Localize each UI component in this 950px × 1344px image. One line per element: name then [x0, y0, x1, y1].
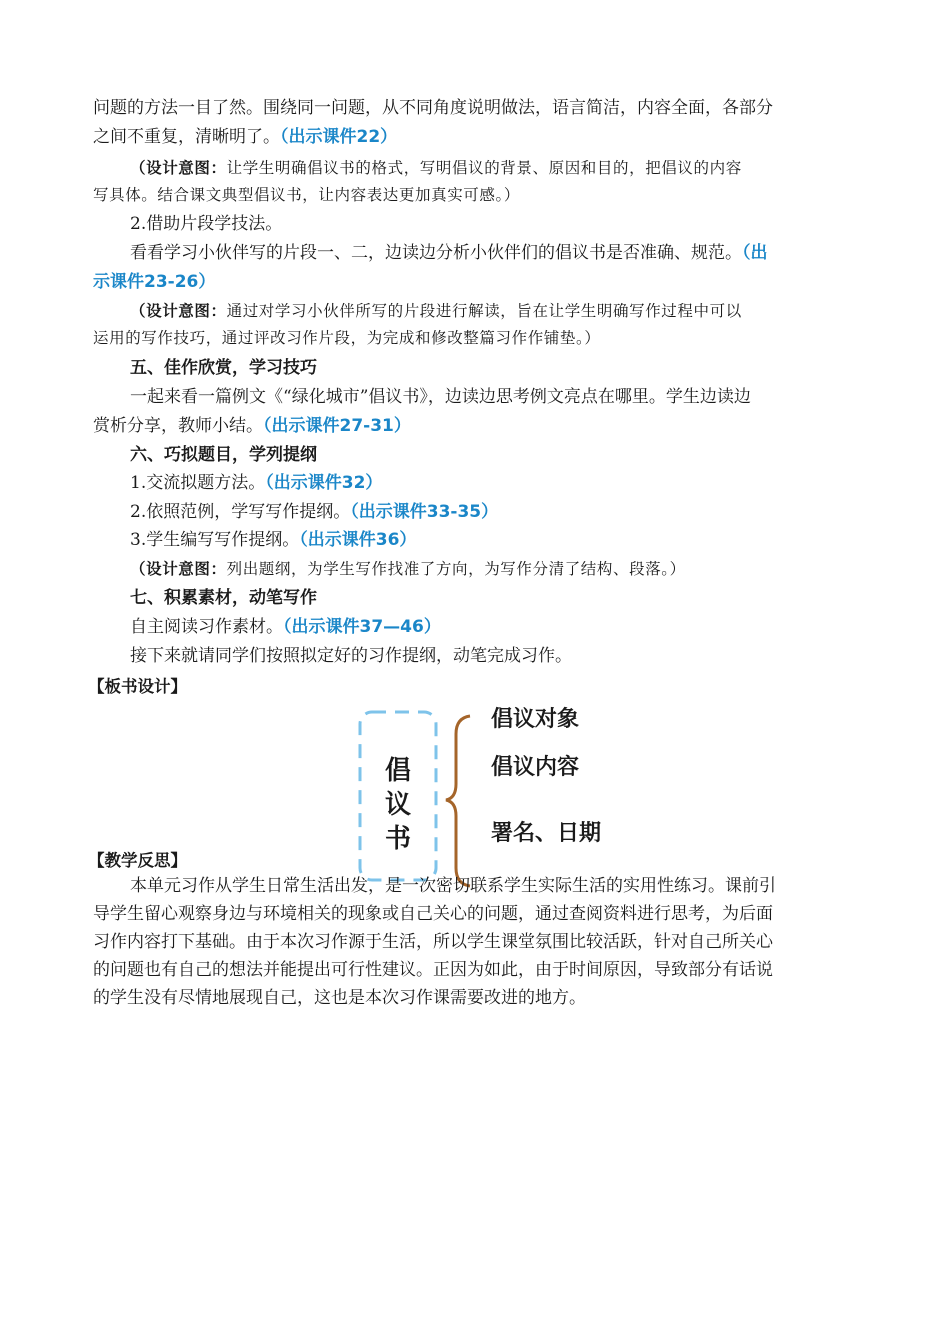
- design-intent: [130, 300, 742, 322]
- reflection-text: 本单元习作从学生日常生活出发，是一次密切联系学生实际生活的实用性练习。课前引: [130, 876, 776, 896]
- courseware-ref: 示课件23-26）: [93, 272, 216, 292]
- reflection-text: 的学生没有尽情地展现自己，这也是本次习作课需要改进的地方。: [93, 988, 586, 1008]
- design-intent-text: 运用的写作技巧，通过评改习作片段，为完成和修改整篇习作作铺垫。）: [93, 329, 601, 347]
- board-title-char: 书: [384, 824, 411, 854]
- design-intent-label: （设计意图：: [130, 560, 227, 578]
- courseware-ref: （出示课件33-35）: [350, 502, 499, 522]
- list-item-text: 2.依照范例，学写写作提纲。: [130, 502, 351, 522]
- list-item: 2.借助片段学技法。: [130, 214, 283, 234]
- paragraph-text: 赏析分享，教师小结。: [93, 416, 263, 436]
- design-intent-label: （设计意图：: [130, 302, 227, 320]
- courseware-ref: （出示课件22）: [280, 127, 398, 147]
- design-intent-text: 写具体。结合课文典型倡议书，让内容表达更加真实可感。）: [93, 186, 520, 204]
- courseware-ref: （出示课件32）: [265, 473, 383, 493]
- reflection-text: 导学生留心观察身边与环境相关的现象或自己关心的问题，通过查阅资料进行思考，为后面: [93, 904, 773, 924]
- paragraph-text: 自主阅读习作素材。: [130, 617, 283, 637]
- reflection-text: 习作内容打下基础。由于本次习作源于生活，所以学生课堂氛围比较活跃，针对自己所关心: [93, 932, 773, 952]
- section-heading: 七、积累素材，动笔写作: [130, 588, 317, 608]
- brace-shape: [446, 716, 470, 886]
- board-title-char: 倡: [384, 756, 411, 786]
- courseware-ref: （出示课件37—46）: [283, 617, 441, 637]
- board-design-label: 【板书设计】: [88, 677, 187, 696]
- list-item: [130, 501, 498, 523]
- courseware-ref: （出: [742, 243, 768, 263]
- reflection-text: 的问题也有自己的想法并能提出可行性建议。正因为如此，由于时间原因，导致部分有话说: [93, 960, 773, 980]
- paragraph-text: 之间不重复，清晰明了。: [93, 127, 280, 147]
- section-heading: 五、佳作欣赏，学习技巧: [130, 358, 317, 378]
- board-item: 倡议内容: [491, 755, 580, 780]
- courseware-ref: （出示课件36）: [299, 530, 417, 550]
- section-heading: 六、巧拟题目，学列提纲: [130, 445, 317, 465]
- paragraph-text: 看看学习小伙伴写的片段一、二，边读边分析小伙伴们的倡议书是否准确、规范。: [130, 243, 742, 263]
- design-intent-text: 通过对学习小伙伴所写的片段进行解读，旨在让学生明确写作过程中可以: [226, 302, 742, 320]
- courseware-ref: （出示课件27-31）: [263, 416, 411, 436]
- list-item-text: 3.学生编写写作提纲。: [130, 530, 300, 550]
- design-intent-text: 列出题纲，为学生写作找准了方向，为写作分清了结构、段落。）: [226, 560, 686, 578]
- board-title-char: 议: [384, 790, 411, 820]
- list-item: [130, 472, 382, 494]
- paragraph-text: [130, 242, 768, 264]
- board-item: 署名、日期: [491, 821, 602, 846]
- design-intent: [130, 558, 686, 580]
- paragraph-text: [93, 126, 397, 148]
- design-intent: [130, 157, 742, 179]
- list-item-text: 1.交流拟题方法。: [130, 473, 266, 493]
- design-intent-text: 让学生明确倡议书的格式，写明倡议的背景、原因和目的，把倡议的内容: [226, 159, 742, 177]
- paragraph-text: [93, 415, 411, 437]
- paragraph-text: 问题的方法一目了然。围绕同一问题，从不同角度说明做法，语言简洁，内容全面，各部分: [93, 98, 773, 118]
- paragraph-text: 接下来就请同学们按照拟定好的习作提纲，动笔完成习作。: [130, 646, 572, 666]
- paragraph-text: 一起来看一篇例文《“绿化城市”倡议书》，边读边思考例文亮点在哪里。学生边读边: [130, 387, 751, 407]
- board-item: 倡议对象: [491, 707, 580, 732]
- reflection-label: 【教学反思】: [88, 851, 187, 870]
- paragraph-text: [130, 616, 441, 638]
- list-item: [130, 529, 416, 551]
- design-intent-label: （设计意图：: [130, 159, 227, 177]
